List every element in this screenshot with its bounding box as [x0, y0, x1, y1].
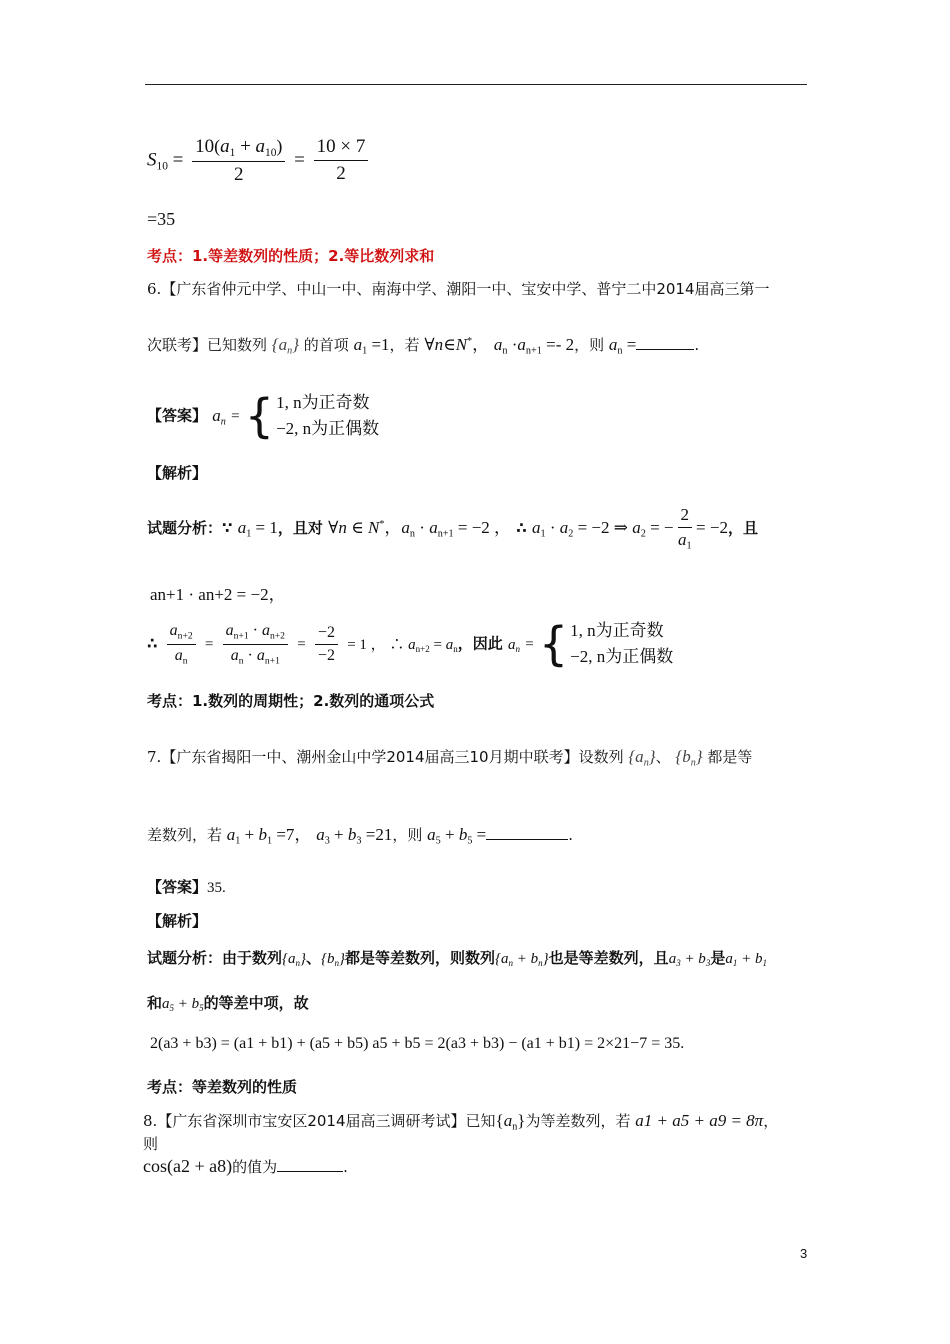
q7-analysis-label: 【解析】 [147, 912, 208, 930]
seq-an: $\{a_n\}$ [271, 335, 300, 357]
q8-line2: 则 [143, 1135, 159, 1153]
q8-cond: a1 + a5 + a9 = 8π [635, 1111, 764, 1130]
s10-result: =35 [147, 209, 176, 229]
q6-cond2: ∀n∈N*， [424, 335, 490, 354]
s10-formula: $S_{10}$ = $\frac{10(a_1 + a_{10})}{2}$ = $\frac{10 \times 7}{2}$ [147, 136, 372, 186]
q7-blank [486, 839, 568, 840]
q6-blank [636, 349, 694, 350]
q7-analysis-line2: 和$a_5 + b_5$的等差中项，故 [147, 994, 309, 1014]
q6-number: 6. [147, 280, 162, 298]
q7-answer: 【答案】35. [147, 878, 226, 896]
q6-answer: 【答案】 $a_n$ = { 1, n为正奇数 −2, n为正偶数 [147, 389, 380, 443]
q7-kaodian: 考点：等差数列的性质 [147, 1078, 298, 1096]
page-number: 3 [800, 1246, 808, 1261]
q6-kaodian: 考点：1.数列的周期性；2.数列的通项公式 [147, 692, 435, 710]
q6-analysis-label: 【解析】 [147, 464, 208, 482]
q7-analysis-line1: 试题分析：由于数列$\{a_n\}$、$\{b_n\}$都是等差数列，则数列$\{a_n + b_n\}$也是等差数列，且$a_3 + b_3$是$a_1 + b_1$ [147, 949, 767, 969]
q6-cond3: $a_n \cdot a_{n+1} =- 2$ [493, 335, 575, 357]
q6-analysis-line2: an+1 · an+2 = −2， [150, 585, 286, 604]
q8-line1: 8.【广东省深圳市宝安区2014届高三调研考试】已知$\{a_n\}$为等差数列，若 a1 + a5 + a9 = 8π， [143, 1111, 779, 1133]
kaodian-1: 考点：1.等差数列的性质；2.等比数列求和 [147, 247, 435, 265]
q6-analysis-line3: ∴ $\frac{a_{n+2}}{a_n}$ = $\frac{a_{n+1} \cdot a_{n+2}}{a_n \cdot a_{n+1}}$ = $\frac{-2}{-2}$ = 1 ， ∴ $a_{n+2} = a_n$，因此 $a_n$ = { 1, n为正奇数 −2, n为正偶数 [147, 617, 674, 671]
q7-line2: 差数列，若 $a_1 + b_1 =7$， $a_3 + b_3 =21$，则 $a_5 + b_5$ = . [147, 825, 574, 847]
q6-line1 [147, 278, 770, 299]
q7-line1: 7.【广东省揭阳一中、潮州金山中学2014届高三10月期中联考】设数列 $\{a_n\}$、 $\{b_n\}$ 都是等 [147, 747, 753, 769]
q8-line3: cos(a2 + a8)的值为 . [143, 1156, 348, 1176]
q6-cond1: $a_1 =1$ [353, 335, 390, 357]
header-rule [145, 84, 807, 85]
q7-equation: 2(a3 + b3) = (a1 + b1) + (a5 + b5) a5 + b5 = 2(a3 + b3) − (a1 + b1) = 2×21−7 = 35. [150, 1035, 685, 1052]
q6-line2: 次联考】已知数列 $\{a_n\}$ 的首项 $a_1 =1$，若 ∀n∈N*， $a_n \cdot a_{n+1} =- 2$，则 $a_n$ = . [147, 335, 700, 357]
q6-source: 【广东省仲元中学、中山一中、南海中学、潮阳一中、宝安中学、普宁二中2014届高三第一 [161, 280, 770, 298]
q8-blank [277, 1171, 343, 1172]
q6-analysis-line1: 试题分析：∵ $a_1 = 1$，且对 ∀n ∈ N*，$a_n \cdot a_{n+1} = -2$ ， ∴ $a_1 \cdot a_2 = -2$ ⇒ $a_2$ = − $\frac{2}{a_1}$ = −2，且 [147, 505, 758, 552]
